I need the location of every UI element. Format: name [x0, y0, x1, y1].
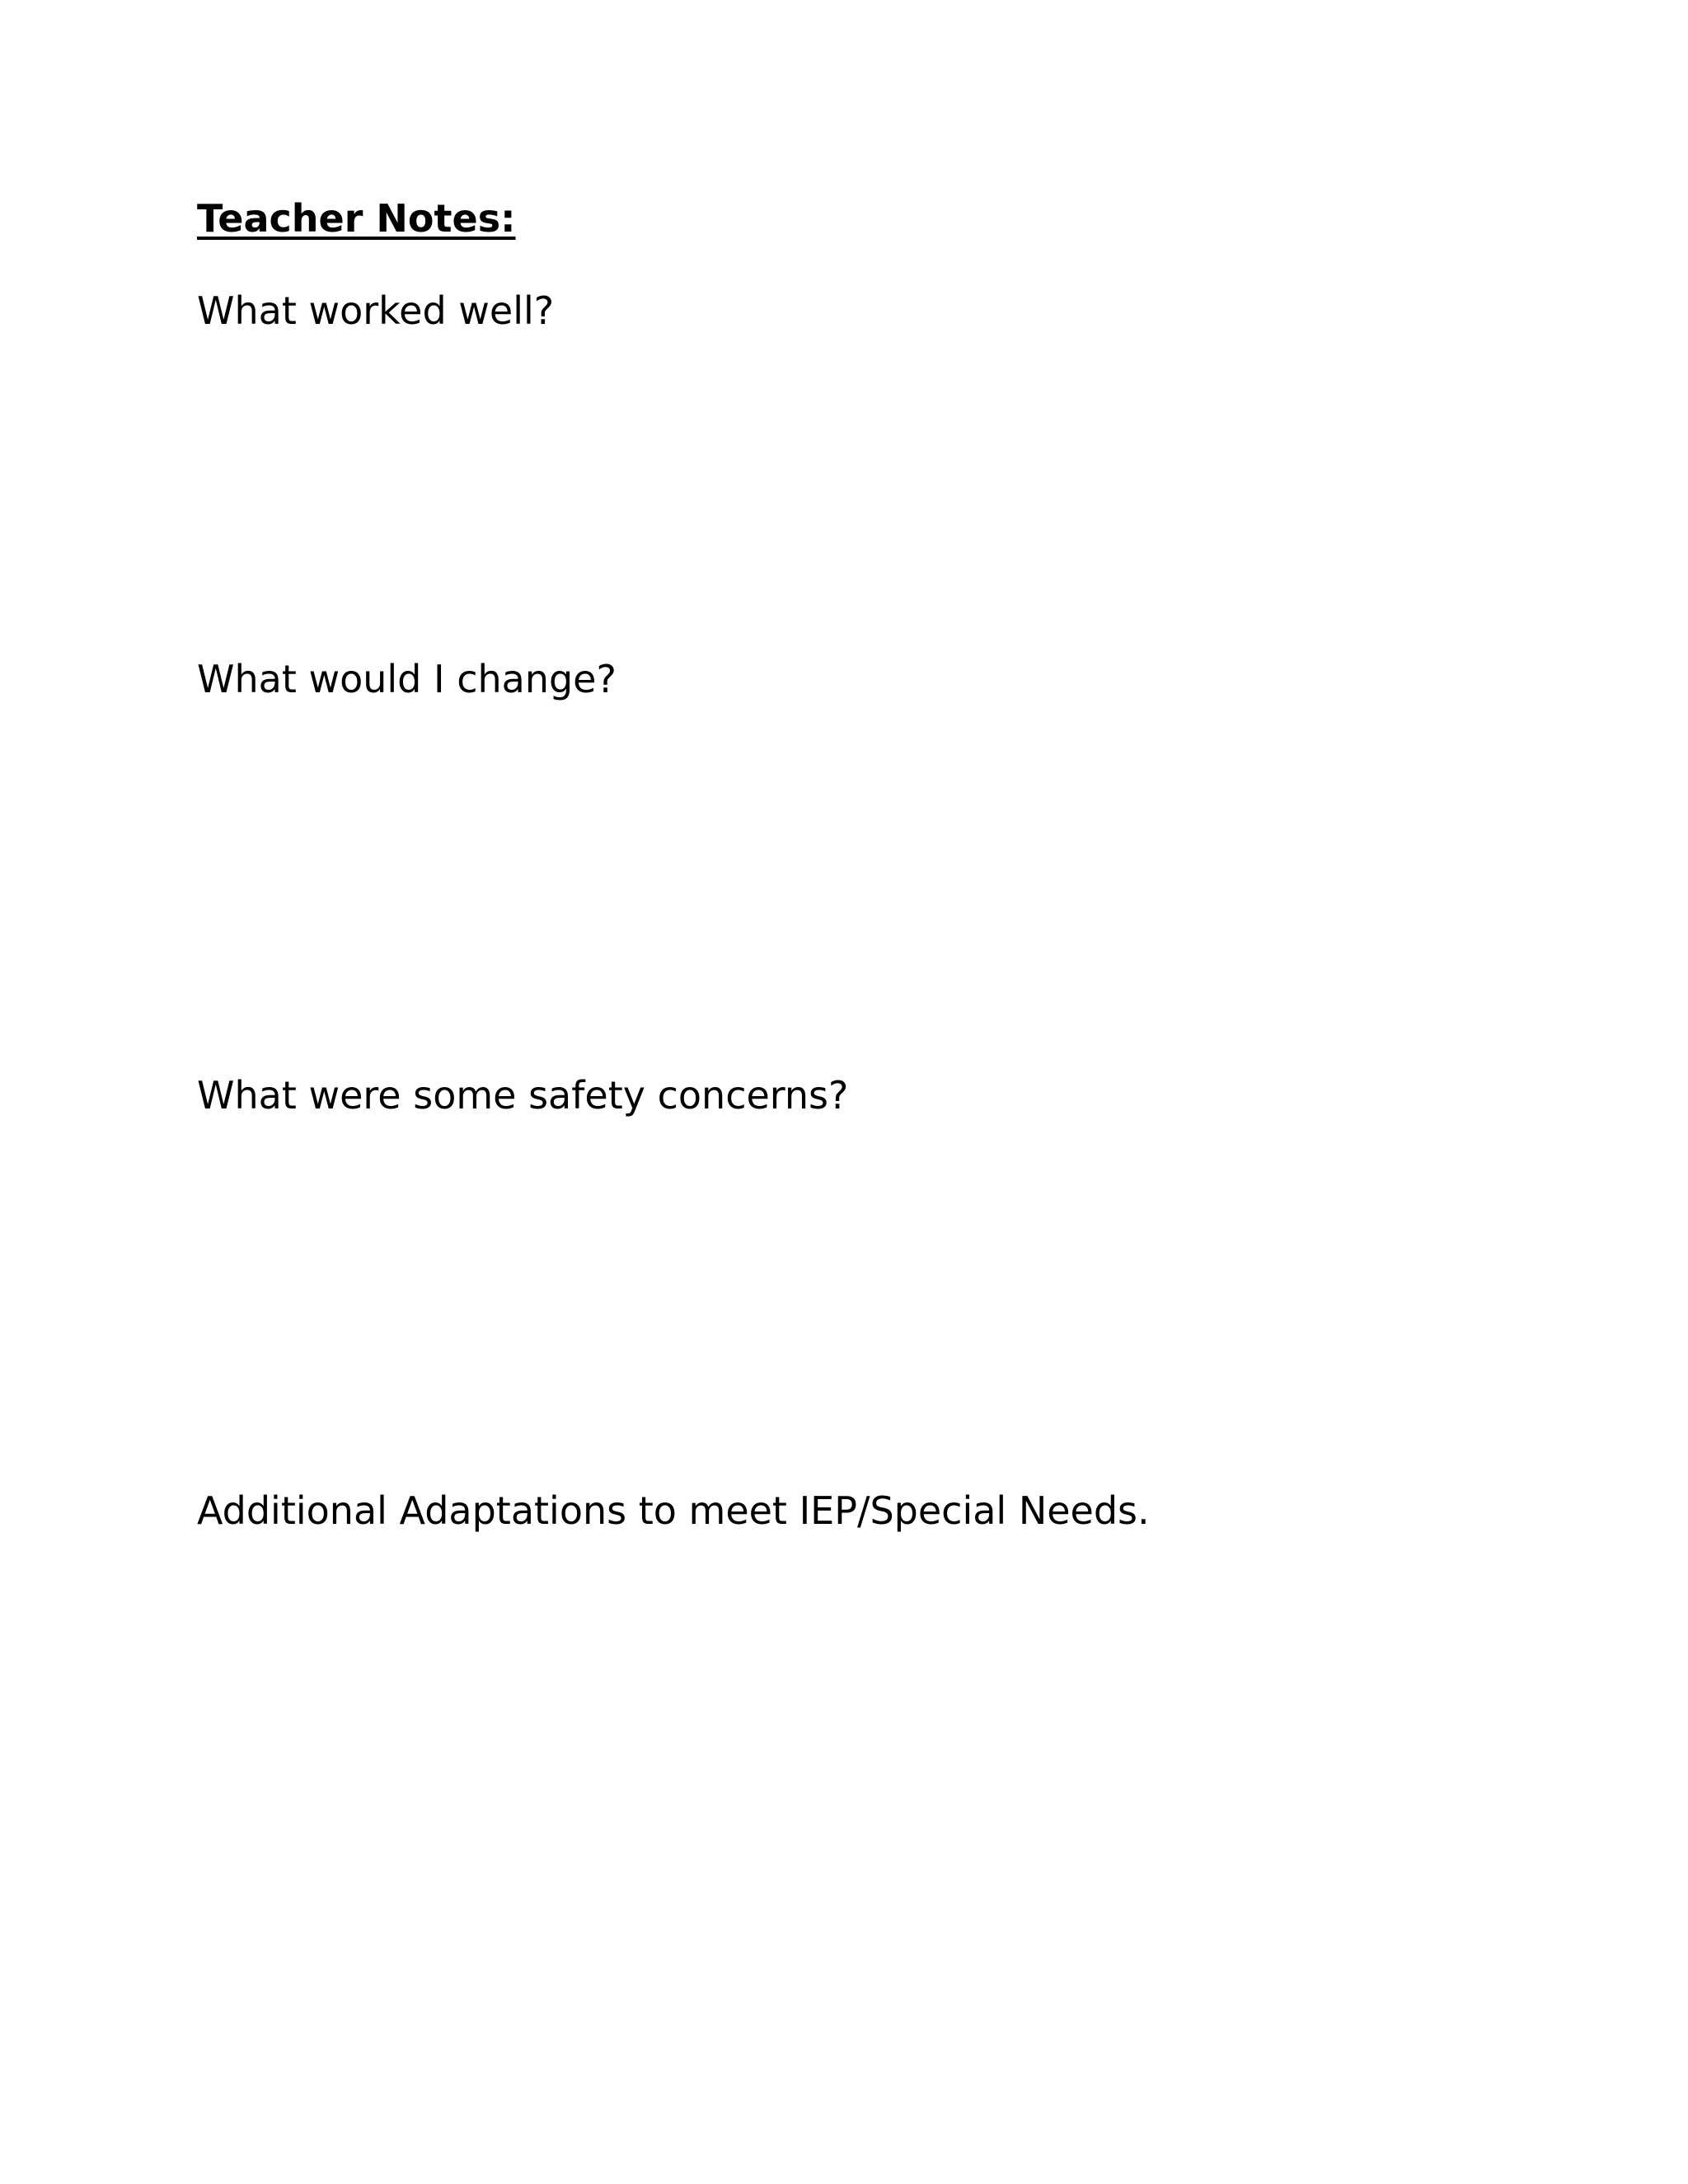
prompt-safety-concerns: What were some safety concerns? [197, 1073, 849, 1118]
prompt-what-would-i-change: What would I change? [197, 657, 617, 701]
prompt-what-worked-well: What worked well? [197, 288, 555, 333]
prompt-additional-adaptations: Additional Adaptations to meet IEP/Special Needs. [197, 1488, 1150, 1533]
page-title: Teacher Notes: [197, 196, 516, 241]
